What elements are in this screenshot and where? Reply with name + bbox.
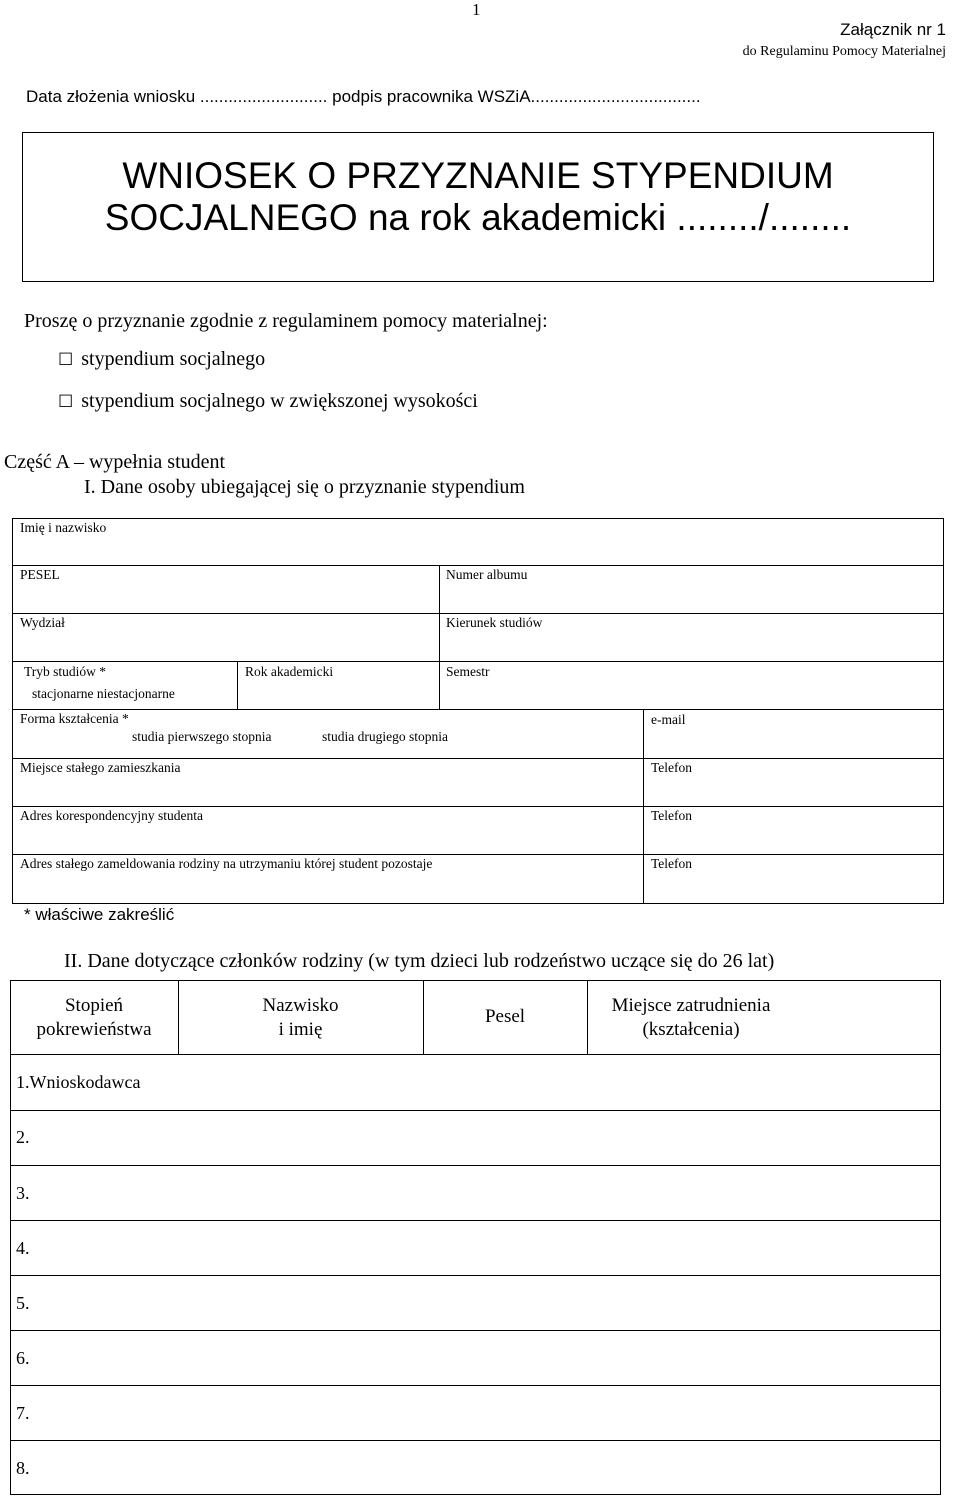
column-header-name: Nazwisko i imię xyxy=(262,995,339,1040)
footnote: * właściwe zakreślić xyxy=(24,905,175,924)
checkbox-icon[interactable]: ☐ xyxy=(58,350,74,369)
document-title: WNIOSEK O PRZYZNANIE STYPENDIUM SOCJALNEGO na rok akademicki ......../........ xyxy=(104,155,852,238)
request-text: Proszę o przyznanie zgodnie z regulaminem pomocy materialnej: xyxy=(24,310,548,332)
field-phone-1[interactable]: Telefon xyxy=(651,760,693,775)
field-semester[interactable]: Semestr xyxy=(446,664,490,679)
form-row-divider xyxy=(12,709,944,710)
table-row-label: 7. xyxy=(16,1403,30,1423)
field-album-number[interactable]: Numer albumu xyxy=(446,567,528,582)
column-header-relationship: Stopień pokrewieństwa xyxy=(36,995,152,1040)
part-a-heading: Część A – wypełnia student xyxy=(4,451,226,473)
section-2-heading: II. Dane dotyczące członków rodziny (w tym dzieci lub rodzeństwo uczące się do 26 lat) xyxy=(64,950,775,972)
study-mode-options[interactable]: stacjonarne niestacjonarne xyxy=(32,686,175,701)
form-row-divider xyxy=(12,806,944,807)
field-family-address[interactable]: Adres stałego zameldowania rodziny na utrzymaniu której student pozostaje xyxy=(20,856,433,871)
page-number: 1 xyxy=(472,0,481,19)
column-header-pesel: Pesel xyxy=(484,1006,526,1027)
field-phone-2[interactable]: Telefon xyxy=(651,808,693,823)
table-row-divider xyxy=(10,1165,941,1166)
table-row-divider xyxy=(10,1110,941,1111)
field-faculty[interactable]: Wydział xyxy=(20,615,65,630)
option-label: stypendium socjalnego w zwiększonej wysokości xyxy=(81,390,478,412)
field-academic-year[interactable]: Rok akademicki xyxy=(245,664,334,679)
attachment-title: Załącznik nr 1 xyxy=(840,20,946,39)
form-col-divider xyxy=(237,661,238,709)
section-1-heading: I. Dane osoby ubiegającej się o przyznanie stypendium xyxy=(84,476,525,498)
table-header-divider xyxy=(10,1054,941,1055)
field-residence[interactable]: Miejsce stałego zamieszkania xyxy=(20,760,181,775)
table-row-label: 4. xyxy=(16,1238,30,1258)
field-study-mode: Tryb studiów * xyxy=(24,664,107,679)
form-col-divider xyxy=(439,565,440,709)
column-header-employment: Miejsce zatrudnienia (kształcenia) xyxy=(611,995,771,1040)
field-pesel[interactable]: PESEL xyxy=(20,567,60,582)
education-form-first-degree[interactable]: studia pierwszego stopnia xyxy=(132,729,272,744)
field-email[interactable]: e-mail xyxy=(651,712,686,727)
education-form-second-degree[interactable]: studia drugiego stopnia xyxy=(322,729,448,744)
field-education-form: Forma kształcenia * xyxy=(20,711,129,726)
table-row-divider xyxy=(10,1220,941,1221)
checkbox-icon[interactable]: ☐ xyxy=(58,392,74,411)
field-name[interactable]: Imię i nazwisko xyxy=(20,520,107,535)
table-row-divider xyxy=(10,1440,941,1441)
table-border xyxy=(10,980,941,1495)
option-social-scholarship[interactable] xyxy=(58,348,265,371)
form-row-divider xyxy=(12,613,944,614)
option-label: stypendium socjalnego xyxy=(81,348,266,370)
table-row-divider xyxy=(10,1330,941,1331)
table-row-divider xyxy=(10,1275,941,1276)
field-correspondence-address[interactable]: Adres korespondencyjny studenta xyxy=(20,808,203,823)
field-study-direction[interactable]: Kierunek studiów xyxy=(446,615,543,630)
form-row-divider xyxy=(12,854,944,855)
table-row-label: 1.Wnioskodawca xyxy=(16,1072,141,1092)
table-row-label: 2. xyxy=(16,1127,30,1147)
submission-date-line: Data złożenia wniosku ........................... podpis pracownika WSZiA.................................... xyxy=(26,87,701,106)
table-row-label: 3. xyxy=(16,1183,30,1203)
form-row-divider xyxy=(12,758,944,759)
table-row-label: 8. xyxy=(16,1458,30,1478)
form-row-divider xyxy=(12,565,944,566)
table-row-divider xyxy=(10,1385,941,1386)
table-row-label: 5. xyxy=(16,1293,30,1313)
table-row-label: 6. xyxy=(16,1348,30,1368)
title-box xyxy=(22,132,934,282)
form-row-divider xyxy=(12,661,944,662)
form-col-divider xyxy=(643,709,644,904)
option-increased-scholarship[interactable] xyxy=(58,390,478,413)
field-phone-3[interactable]: Telefon xyxy=(651,856,693,871)
attachment-subtitle: do Regulaminu Pomocy Materialnej xyxy=(742,44,946,59)
